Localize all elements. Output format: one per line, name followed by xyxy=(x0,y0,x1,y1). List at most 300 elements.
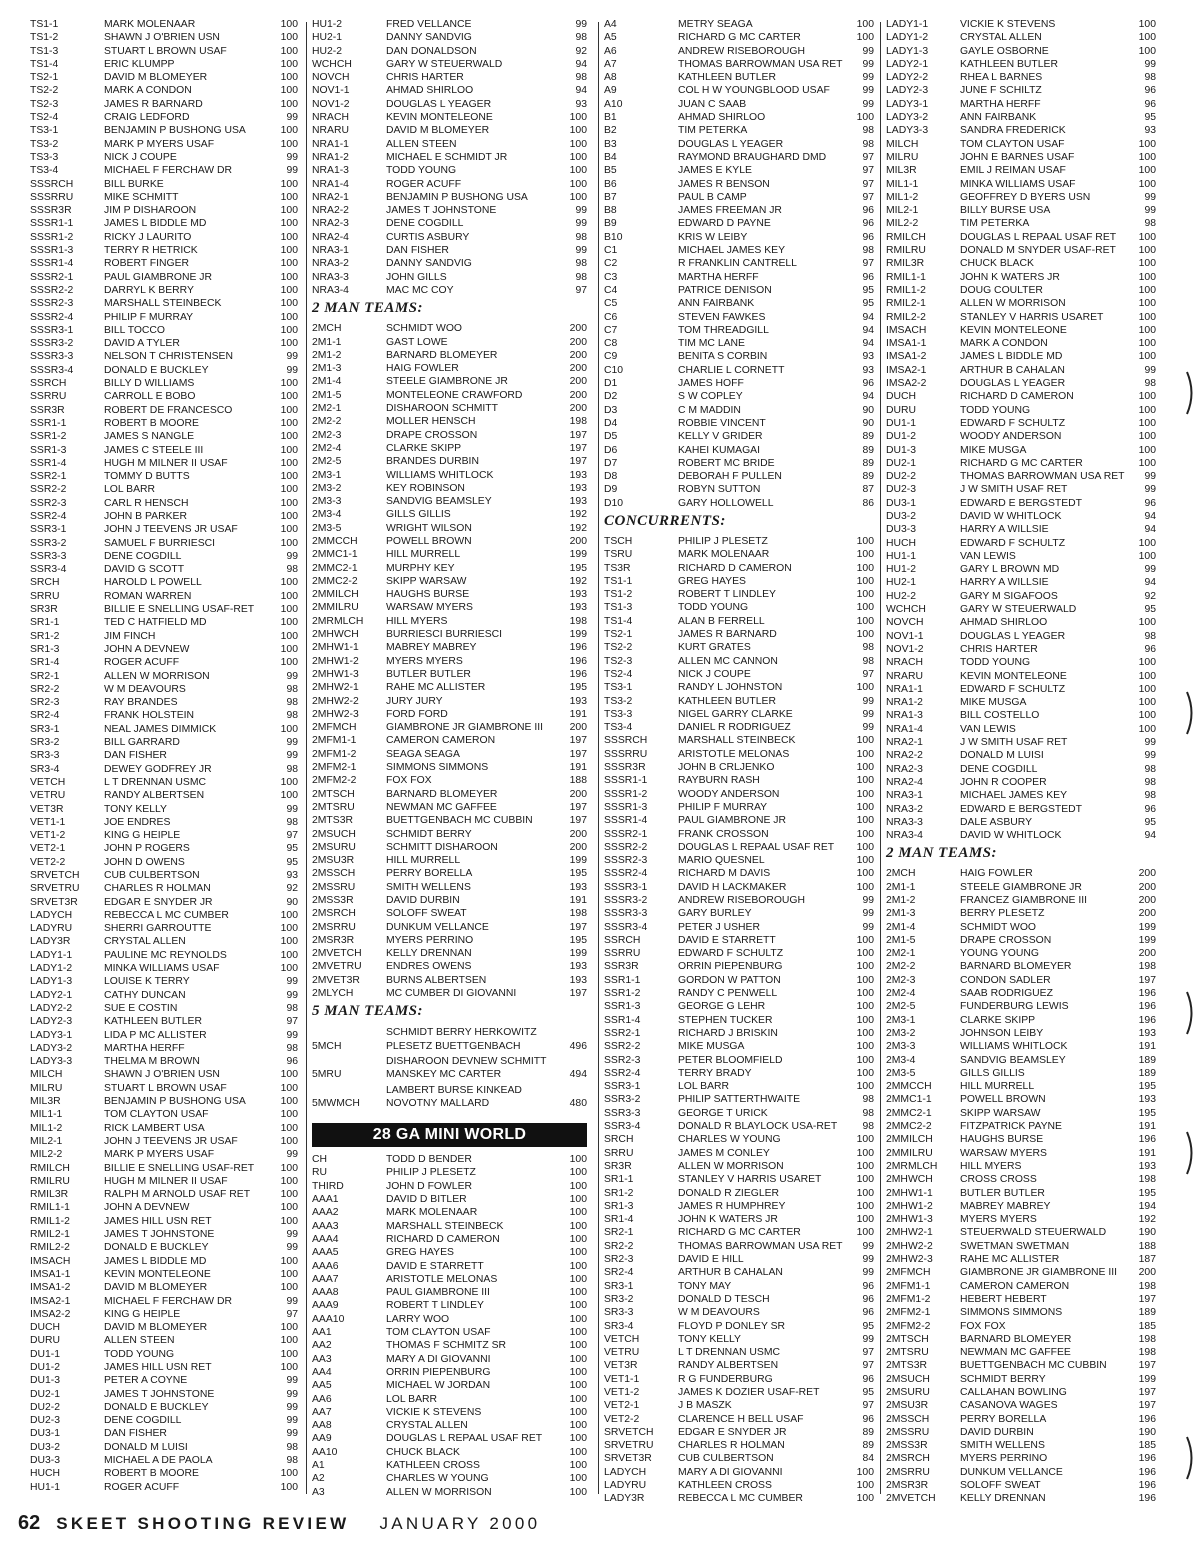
score: 100 xyxy=(569,1260,587,1272)
score: 99 xyxy=(286,550,298,562)
shooter-name: DONALD E BUCKLEY xyxy=(104,364,209,376)
shooter-name: DAVID W WHITLOCK xyxy=(960,510,1062,522)
score: 200 xyxy=(1138,895,1156,906)
shooter-name: SOLOFF SWEAT xyxy=(960,1480,1041,1492)
result-row xyxy=(604,164,874,177)
score: 100 xyxy=(856,32,874,44)
event-code: NRA1-4 xyxy=(312,178,349,190)
event-code: SSSR1-2 xyxy=(604,788,648,800)
shooter-name: BERRY PLESETZ xyxy=(960,908,1045,920)
event-code: SR3-3 xyxy=(30,750,60,762)
event-code: MIL2-1 xyxy=(30,1135,63,1147)
score: 494 xyxy=(569,1069,587,1081)
event-code: LADY3-1 xyxy=(886,98,929,110)
event-code: 2MSS3R xyxy=(886,1440,928,1452)
result-row xyxy=(604,987,874,1000)
score: 197 xyxy=(569,442,587,454)
event-code: DU2-2 xyxy=(30,1401,61,1413)
shooter-name: JAMES R HUMPHREY xyxy=(678,1200,786,1212)
result-row xyxy=(30,723,298,736)
result-row xyxy=(312,1260,587,1273)
result-row xyxy=(886,231,1156,244)
shooter-name: THOMAS BARROWMAN USA RET xyxy=(678,1240,843,1252)
score: 100 xyxy=(856,1493,874,1505)
event-code: HU1-1 xyxy=(30,1481,61,1493)
score: 196 xyxy=(1138,1466,1156,1478)
shooter-name: ROBBIE VINCENT xyxy=(678,417,766,429)
result-row xyxy=(30,975,298,988)
result-row xyxy=(886,350,1156,363)
result-row xyxy=(312,1472,587,1485)
score: 100 xyxy=(280,1109,298,1121)
score: 100 xyxy=(280,590,298,602)
score: 193 xyxy=(569,496,587,508)
shooter-name: NEWMAN MC GAFFEE xyxy=(386,801,497,813)
result-row xyxy=(886,1266,1156,1279)
event-code: 2MSSRU xyxy=(886,1426,930,1438)
result-row xyxy=(312,151,587,164)
result-row xyxy=(604,708,874,721)
result-row xyxy=(886,907,1156,920)
result-row xyxy=(312,1180,587,1193)
event-code: AAA6 xyxy=(312,1260,339,1272)
score: 98 xyxy=(1144,776,1156,788)
shooter-name: L T DRENNAN USMC xyxy=(104,776,206,788)
result-row xyxy=(886,151,1156,164)
shooter-name: VICKIE K STEVENS xyxy=(386,1406,482,1418)
event-code: SR1-4 xyxy=(30,657,60,669)
shooter-name: PAUL GIAMBRONE III xyxy=(386,1287,490,1299)
event-code: VET3R xyxy=(604,1360,638,1372)
score: 100 xyxy=(856,589,874,601)
event-code: 2MFM2-1 xyxy=(886,1307,931,1319)
event-code: LADY2-1 xyxy=(30,989,73,1001)
shooter-name: PAULINE MC REYNOLDS xyxy=(104,949,227,961)
result-row xyxy=(312,429,587,442)
result-row xyxy=(312,1406,587,1419)
shooter-name: DARRYL K BERRY xyxy=(104,284,194,296)
shooter-name: DOUG COULTER xyxy=(960,284,1043,296)
event-code: 2M1-1 xyxy=(886,881,916,893)
score: 97 xyxy=(862,178,874,190)
result-row xyxy=(886,1452,1156,1465)
result-row xyxy=(604,1266,874,1279)
shooter-name: HAUGHS BURSE xyxy=(386,589,470,601)
score: 96 xyxy=(862,218,874,230)
shooter-name: LAMBERT BURSE KINKEAD NOVOTNY MALLARD xyxy=(386,1084,522,1109)
shooter-name: DEWEY GODFREY JR xyxy=(104,763,212,775)
result-row xyxy=(30,1068,298,1081)
shooter-name: MARK MOLENAAR xyxy=(104,19,196,30)
score: 197 xyxy=(1138,1386,1156,1398)
event-code: TS2-1 xyxy=(30,72,59,84)
shooter-name: KEVIN MONTELEONE xyxy=(960,670,1067,682)
event-code: A8 xyxy=(604,72,617,84)
shooter-name: KING G HEIPLE xyxy=(104,830,181,842)
shooter-name: JOHNSON LEIBY xyxy=(960,1027,1044,1039)
event-code: TS2-2 xyxy=(604,642,633,654)
event-code: 2M2-2 xyxy=(312,416,342,428)
event-code: AA3 xyxy=(312,1353,332,1365)
result-row xyxy=(604,1280,874,1293)
result-row xyxy=(30,776,298,789)
score: 100 xyxy=(1138,298,1156,310)
score: 99 xyxy=(286,364,298,376)
score: 193 xyxy=(569,482,587,494)
result-row xyxy=(886,656,1156,669)
result-row xyxy=(312,774,587,787)
score: 100 xyxy=(856,855,874,867)
score: 100 xyxy=(280,218,298,230)
score: 98 xyxy=(1144,790,1156,802)
event-code: 2MMC2-2 xyxy=(886,1121,932,1133)
result-row xyxy=(30,444,298,457)
event-code: 2M1-4 xyxy=(312,376,342,388)
shooter-name: HILL MURRELL xyxy=(386,549,461,561)
result-row xyxy=(30,1228,298,1241)
score: 197 xyxy=(569,429,587,441)
result-row xyxy=(30,497,298,510)
shooter-name: ARISTOTLE MELONAS xyxy=(678,748,790,760)
result-row xyxy=(604,615,874,628)
event-code: NRARU xyxy=(886,670,923,682)
score: 100 xyxy=(856,974,874,986)
event-code: SR3-2 xyxy=(604,1293,634,1305)
score: 100 xyxy=(280,577,298,589)
score: 100 xyxy=(856,562,874,574)
shooter-name: CALLAHAN BOWLING xyxy=(960,1386,1067,1398)
result-row xyxy=(312,548,587,561)
result-row xyxy=(886,763,1156,776)
result-row xyxy=(604,1080,874,1093)
event-code: SR3-1 xyxy=(30,723,60,735)
shooter-name: GIAMBRONE JR GIAMBRONE III xyxy=(386,722,544,734)
score: 200 xyxy=(1138,908,1156,920)
event-code: RMIL1-2 xyxy=(30,1215,70,1227)
result-row xyxy=(30,630,298,643)
shooter-name: CATHY DUNCAN xyxy=(104,989,186,1001)
shooter-name: MICHAEL F FERCHAW DR xyxy=(104,165,232,177)
event-code: TS2-2 xyxy=(30,85,59,97)
shooter-name: STANLEY V HARRIS USARET xyxy=(678,1174,822,1186)
score: 100 xyxy=(569,1300,587,1312)
score: 87 xyxy=(862,484,874,496)
event-code: SSR2-2 xyxy=(30,484,67,496)
result-row xyxy=(30,962,298,975)
result-row xyxy=(30,842,298,855)
shooter-name: TOM CLAYTON USAF xyxy=(960,138,1065,150)
shooter-name: CONDON SADLER xyxy=(960,974,1051,986)
score: 192 xyxy=(569,575,587,587)
result-row xyxy=(312,588,587,601)
section-heading: CONCURRENTS: xyxy=(604,512,726,529)
event-code: IMSA2-2 xyxy=(30,1308,71,1320)
shooter-name: HARRY A WILLSIE xyxy=(960,524,1049,536)
event-code: AA8 xyxy=(312,1420,332,1432)
shooter-name: JAMES K DOZIER USAF-RET xyxy=(678,1386,820,1398)
score: 89 xyxy=(862,431,874,443)
column-divider xyxy=(880,22,881,1494)
event-code: DU1-1 xyxy=(886,417,917,429)
event-code: NRA3-4 xyxy=(886,830,923,842)
event-code: IMSA2-1 xyxy=(30,1295,71,1307)
event-code: SSR3-4 xyxy=(30,564,67,576)
event-code: LADY3R xyxy=(30,936,71,948)
event-code: SSR3-1 xyxy=(30,524,67,536)
result-row xyxy=(30,510,298,523)
result-row xyxy=(604,628,874,641)
score: 96 xyxy=(862,271,874,283)
result-row xyxy=(886,444,1156,457)
shooter-name: BURNS ALBERTSEN xyxy=(386,974,487,986)
score: 100 xyxy=(856,1001,874,1013)
shooter-name: MIKE MUSGA xyxy=(678,1041,745,1053)
event-code: D2 xyxy=(604,391,618,403)
result-row xyxy=(312,1486,587,1499)
event-code: SSSR1-2 xyxy=(30,231,74,243)
score: 200 xyxy=(1138,868,1156,880)
score: 90 xyxy=(862,404,874,416)
event-code: LADY3-2 xyxy=(30,1042,73,1054)
event-code: SSSRRU xyxy=(604,748,648,760)
event-code: D1 xyxy=(604,378,618,390)
shooter-name: DRAPE CROSSON xyxy=(960,934,1052,946)
event-code: SRVET3R xyxy=(30,896,78,908)
shooter-name: BILLIE E SNELLING USAF-RET xyxy=(104,1162,255,1174)
result-row xyxy=(30,98,298,111)
result-row xyxy=(604,417,874,430)
event-code: SSSR3R xyxy=(30,205,72,217)
result-row xyxy=(312,562,587,575)
event-code: WCHCH xyxy=(886,604,926,616)
event-code: 2MSUCH xyxy=(886,1373,930,1385)
result-row xyxy=(886,31,1156,44)
shooter-name: COL H W YOUNGBLOOD USAF xyxy=(678,85,830,97)
result-row xyxy=(604,1253,874,1266)
event-code: SSSR2-3 xyxy=(604,855,648,867)
shooter-name: BUTLER BUTLER xyxy=(960,1187,1045,1199)
event-code: A6 xyxy=(604,45,617,57)
score: 195 xyxy=(569,682,587,694)
result-row xyxy=(886,1320,1156,1333)
shooter-name: JOHN J TEEVENS JR USAF xyxy=(104,1135,238,1147)
score: 99 xyxy=(575,245,587,257)
event-code: SSR2-4 xyxy=(30,510,67,522)
result-row xyxy=(886,1173,1156,1186)
score: 100 xyxy=(280,1202,298,1214)
score: 89 xyxy=(862,1440,874,1452)
event-code: SSSR2-4 xyxy=(604,868,648,880)
score: 100 xyxy=(856,1014,874,1026)
event-code: 2MSSRU xyxy=(312,881,356,893)
shooter-name: KAHEI KUMAGAI xyxy=(678,444,760,456)
result-row xyxy=(886,1413,1156,1426)
score: 100 xyxy=(569,1420,587,1432)
event-code: 2MFMCH xyxy=(886,1267,931,1279)
shooter-name: BENJAMIN P BUSHONG USA xyxy=(104,125,246,137)
shooter-name: ALLEN STEEN xyxy=(386,138,457,150)
result-row xyxy=(312,1286,587,1299)
shooter-name: ANN FAIRBANK xyxy=(678,298,755,310)
event-code: SSR3-2 xyxy=(30,537,67,549)
result-row xyxy=(30,483,298,496)
event-code: 2M1-2 xyxy=(886,895,916,906)
shooter-name: KATHLEEN BUTLER xyxy=(960,58,1058,70)
score: 100 xyxy=(280,444,298,456)
result-row xyxy=(886,1187,1156,1200)
shooter-name: CRAIG LEDFORD xyxy=(104,112,190,124)
score: 193 xyxy=(569,881,587,893)
event-code: SSSR3-2 xyxy=(604,895,648,906)
event-code: SSSRCH xyxy=(30,178,74,190)
section-heading: 5 MAN TEAMS: xyxy=(312,1003,424,1020)
shooter-name: RAYMOND BRAUGHARD DMD xyxy=(678,151,827,163)
shooter-name: TIM MC LANE xyxy=(678,338,745,350)
score: 99 xyxy=(286,351,298,363)
event-code: AA7 xyxy=(312,1406,332,1418)
shooter-name: GORDON W PATTON xyxy=(678,974,781,986)
event-code: SSR3-3 xyxy=(30,550,67,562)
event-code: A5 xyxy=(604,32,617,44)
binding-mark xyxy=(1184,1435,1200,1481)
result-row xyxy=(886,284,1156,297)
shooter-name: LARRY WOO xyxy=(386,1313,450,1325)
event-code: MIL2-2 xyxy=(30,1149,63,1161)
shooter-name: HILL MYERS xyxy=(386,615,448,627)
shooter-name: CARL R HENSCH xyxy=(104,497,189,509)
shooter-name: TERRY R HETRICK xyxy=(104,245,198,257)
event-code: NOV1-2 xyxy=(886,643,924,655)
result-row xyxy=(886,1160,1156,1173)
score: 100 xyxy=(1138,19,1156,30)
result-row xyxy=(886,271,1156,284)
shooter-name: BENITA S CORBIN xyxy=(678,351,768,363)
shooter-name: CROSS CROSS xyxy=(960,1174,1037,1186)
shooter-name: MARSHALL STEINBECK xyxy=(678,735,796,747)
event-code: 2M2-4 xyxy=(312,442,342,454)
result-row xyxy=(604,668,874,681)
shooter-name: MAC MC COY xyxy=(386,284,454,296)
shooter-name: JAMES R BENSON xyxy=(678,178,770,190)
shooter-name: S W COPLEY xyxy=(678,391,743,403)
result-row xyxy=(312,58,587,71)
score: 195 xyxy=(1138,1107,1156,1119)
shooter-name: DAN FISHER xyxy=(104,750,167,762)
score: 99 xyxy=(286,803,298,815)
result-row xyxy=(30,390,298,403)
event-code: DU2-2 xyxy=(886,471,917,483)
shooter-name: FLOYD P DONLEY SR xyxy=(678,1320,786,1332)
score: 100 xyxy=(280,324,298,336)
event-code: 2M3-5 xyxy=(312,522,342,534)
shooter-name: STEVEN FAWKES xyxy=(678,311,766,323)
event-code: NRA3-1 xyxy=(312,245,349,257)
result-row xyxy=(604,204,874,217)
event-code: C4 xyxy=(604,284,618,296)
result-row xyxy=(886,1213,1156,1226)
shooter-name: J W SMITH USAF RET xyxy=(960,737,1068,749)
shooter-name: BILLY D WILLIAMS xyxy=(104,378,195,390)
shooter-name: ANDREW RISEBOROUGH xyxy=(678,895,806,906)
result-row xyxy=(312,469,587,482)
shooter-name: WRIGHT WILSON xyxy=(386,522,472,534)
event-code: RMILCH xyxy=(886,231,926,243)
score: 100 xyxy=(569,1353,587,1365)
score: 100 xyxy=(280,617,298,629)
score: 200 xyxy=(1138,948,1156,960)
score: 100 xyxy=(856,682,874,694)
event-code: 2M2-5 xyxy=(312,456,342,468)
event-code: C6 xyxy=(604,311,618,323)
result-row xyxy=(886,723,1156,736)
score: 195 xyxy=(569,934,587,946)
score: 100 xyxy=(280,258,298,270)
score: 185 xyxy=(1138,1320,1156,1332)
score: 97 xyxy=(862,191,874,203)
score: 96 xyxy=(1144,98,1156,110)
result-row xyxy=(886,1107,1156,1120)
shooter-name: WOODY ANDERSON xyxy=(960,431,1062,443)
event-code: 2M2-3 xyxy=(886,974,916,986)
event-code: AA1 xyxy=(312,1327,332,1339)
result-row xyxy=(604,84,874,97)
shooter-name: THOMAS BARROWMAN USA RET xyxy=(678,58,843,70)
score: 100 xyxy=(1138,404,1156,416)
result-row xyxy=(30,590,298,603)
event-code: 2MHW1-2 xyxy=(886,1200,933,1212)
event-code: 2MSU3R xyxy=(312,855,355,867)
event-code: SSR3R xyxy=(30,404,65,416)
event-code: RMIL1-2 xyxy=(886,284,926,296)
score: 188 xyxy=(569,775,587,787)
result-row xyxy=(886,297,1156,310)
event-code: THIRD xyxy=(312,1180,344,1192)
shooter-name: ROBERT B MOORE xyxy=(104,1468,199,1480)
score: 100 xyxy=(1138,45,1156,57)
score: 100 xyxy=(1138,697,1156,709)
result-row xyxy=(604,444,874,457)
result-row xyxy=(886,364,1156,377)
score: 99 xyxy=(575,218,587,230)
shooter-name: GAYLE OSBORNE xyxy=(960,45,1049,57)
shooter-name: PHILIP J PLESETZ xyxy=(678,535,768,547)
shooter-name: PETER BLOOMFIELD xyxy=(678,1054,783,1066)
result-row xyxy=(312,641,587,654)
score: 100 xyxy=(280,138,298,150)
score: 100 xyxy=(280,191,298,203)
result-row xyxy=(30,949,298,962)
event-code: 2M2-1 xyxy=(312,403,342,415)
score: 196 xyxy=(1138,1413,1156,1425)
result-row xyxy=(312,867,587,880)
event-code: 2MHW2-1 xyxy=(312,682,359,694)
event-code: DU1-3 xyxy=(30,1375,61,1387)
score: 100 xyxy=(1138,231,1156,243)
score: 191 xyxy=(569,762,587,774)
shooter-name: STEUERWALD STEUERWALD xyxy=(960,1227,1107,1239)
event-code: IMSA1-1 xyxy=(886,338,927,350)
score: 191 xyxy=(1138,1041,1156,1053)
event-code: DU3-1 xyxy=(886,497,917,509)
score: 199 xyxy=(1138,1373,1156,1385)
result-row xyxy=(886,616,1156,629)
result-row xyxy=(604,337,874,350)
score: 99 xyxy=(286,1428,298,1440)
event-code: 2MSRCH xyxy=(886,1453,930,1465)
event-code: LADY1-1 xyxy=(886,19,929,30)
event-code: SRVETCH xyxy=(30,870,80,881)
shooter-name: RICKY J LAURITO xyxy=(104,231,192,243)
